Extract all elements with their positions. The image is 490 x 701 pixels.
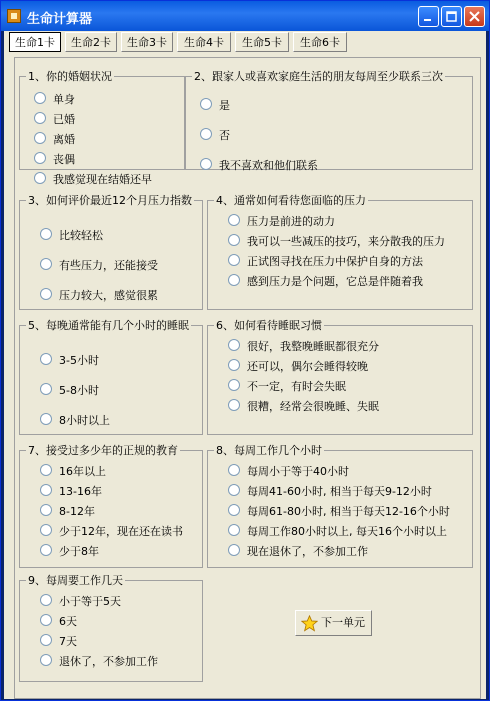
radio-icon <box>228 484 240 496</box>
tab-life-2[interactable]: 生命2卡 <box>65 32 117 52</box>
tab-life-3[interactable]: 生命3卡 <box>121 32 173 52</box>
group-legend: 3、如何评价最近12个月压力指数 <box>28 194 192 207</box>
star-icon <box>301 615 318 632</box>
group-legend: 1、你的婚姻状况 <box>28 70 112 83</box>
radio-option[interactable] <box>40 654 158 670</box>
radio-icon <box>40 464 52 476</box>
option-label: 不一定，有时会失眠 <box>247 380 346 393</box>
radio-option[interactable] <box>228 464 349 480</box>
option-label: 8-12年 <box>59 505 95 518</box>
radio-icon <box>40 524 52 536</box>
radio-option[interactable] <box>40 383 99 399</box>
radio-icon <box>40 504 52 516</box>
radio-icon <box>228 504 240 516</box>
option-label: 丧偶 <box>53 153 75 166</box>
radio-icon <box>40 228 52 240</box>
option-label: 很好，我整晚睡眠都很充分 <box>247 340 379 353</box>
radio-option[interactable] <box>34 92 75 108</box>
radio-option[interactable] <box>228 234 445 250</box>
next-unit-label: 下一单元 <box>321 616 365 629</box>
radio-option[interactable] <box>40 484 102 500</box>
radio-option[interactable] <box>34 112 75 128</box>
option-label: 感到压力是个问题，它总是伴随着我 <box>247 275 423 288</box>
option-label: 现在退休了，不参加工作 <box>247 545 368 558</box>
option-label: 6天 <box>59 615 77 628</box>
tab-life-5[interactable]: 生命5卡 <box>235 32 289 52</box>
radio-icon <box>40 654 52 666</box>
radio-icon <box>40 634 52 646</box>
radio-icon <box>228 339 240 351</box>
option-label: 压力较大，感觉很累 <box>59 289 158 302</box>
radio-icon <box>40 288 52 300</box>
radio-icon <box>228 464 240 476</box>
option-label: 正试图寻找在压力中保护自身的方法 <box>247 255 423 268</box>
option-label: 退休了，不参加工作 <box>59 655 158 668</box>
radio-option[interactable] <box>40 288 158 304</box>
radio-option[interactable] <box>228 504 450 520</box>
radio-option[interactable] <box>40 353 99 369</box>
option-label: 我可以一些减压的技巧，来分散我的压力 <box>247 235 445 248</box>
option-label: 否 <box>219 129 230 142</box>
option-label: 13-16年 <box>59 485 102 498</box>
radio-option[interactable] <box>228 544 368 560</box>
radio-icon <box>40 413 52 425</box>
radio-option[interactable] <box>40 413 110 429</box>
radio-icon <box>40 614 52 626</box>
group-education <box>19 442 203 568</box>
radio-icon <box>228 359 240 371</box>
radio-option[interactable] <box>40 614 77 630</box>
option-label: 7天 <box>59 635 77 648</box>
option-label: 少于12年，现在还在读书 <box>59 525 183 538</box>
radio-icon <box>40 258 52 270</box>
radio-icon <box>200 158 212 170</box>
group-stress-index <box>19 192 203 310</box>
radio-icon <box>228 524 240 536</box>
group-work-days <box>19 572 203 682</box>
option-label: 8小时以上 <box>59 414 110 427</box>
group-stress-view <box>207 192 473 310</box>
group-legend: 6、如何看待睡眠习惯 <box>216 319 322 332</box>
option-label: 离婚 <box>53 133 75 146</box>
option-label: 单身 <box>53 93 75 106</box>
radio-option[interactable] <box>200 158 318 174</box>
group-legend: 9、每周要工作几天 <box>28 574 123 587</box>
option-label: 3-5小时 <box>59 354 99 367</box>
radio-icon <box>228 234 240 246</box>
option-label: 有些压力，还能接受 <box>59 259 158 272</box>
radio-option[interactable] <box>40 544 99 560</box>
minimize-icon <box>422 10 435 23</box>
radio-icon <box>40 594 52 606</box>
radio-icon <box>34 152 46 164</box>
radio-icon <box>200 128 212 140</box>
radio-icon <box>40 484 52 496</box>
group-work-hours <box>207 442 473 568</box>
radio-option[interactable] <box>40 464 106 480</box>
app-icon <box>7 9 21 23</box>
group-sleep-hours <box>19 317 203 435</box>
option-label: 还可以，偶尔会睡得较晚 <box>247 360 368 373</box>
radio-option[interactable] <box>228 339 379 355</box>
group-legend: 4、通常如何看待您面临的压力 <box>216 194 366 207</box>
option-label: 每周61-80小时, 相当于每天12-16个小时 <box>247 505 450 518</box>
radio-option[interactable] <box>228 524 447 540</box>
radio-option[interactable] <box>34 152 75 168</box>
group-family-contact <box>185 68 473 170</box>
radio-icon <box>40 544 52 556</box>
radio-option[interactable] <box>40 594 121 610</box>
radio-option[interactable] <box>40 524 183 540</box>
radio-option[interactable] <box>34 132 75 148</box>
radio-icon <box>40 383 52 395</box>
close-button[interactable] <box>464 6 485 27</box>
group-legend: 5、每晚通常能有几个小时的睡眠 <box>28 319 189 332</box>
radio-icon <box>200 98 212 110</box>
radio-icon <box>228 214 240 226</box>
radio-icon <box>40 353 52 365</box>
tab-life-6[interactable]: 生命6卡 <box>293 32 347 52</box>
radio-option[interactable] <box>228 214 335 230</box>
tab-life-1[interactable]: 生命1卡 <box>9 32 61 52</box>
group-sleep-habit <box>207 317 473 435</box>
option-label: 每周41-60小时, 相当于每天9-12小时 <box>247 485 432 498</box>
window-title: 生命计算器 <box>27 12 93 27</box>
radio-icon <box>228 379 240 391</box>
group-legend: 7、接受过多少年的正规的教育 <box>28 444 178 457</box>
client-area <box>4 31 486 699</box>
option-label: 小于等于5天 <box>59 595 121 608</box>
radio-option[interactable] <box>40 634 77 650</box>
option-label: 比较轻松 <box>59 229 103 242</box>
option-label: 我感觉现在结婚还早 <box>53 173 152 186</box>
option-label: 很糟，经常会很晚睡、失眠 <box>247 400 379 413</box>
radio-icon <box>34 132 46 144</box>
tab-life-4[interactable]: 生命4卡 <box>177 32 231 52</box>
radio-icon <box>34 112 46 124</box>
radio-option[interactable] <box>228 254 423 270</box>
radio-option[interactable] <box>200 98 230 114</box>
radio-option[interactable] <box>40 504 95 520</box>
radio-option[interactable] <box>200 128 230 144</box>
option-label: 我不喜欢和他们联系 <box>219 159 318 172</box>
group-marital-status <box>19 68 185 186</box>
maximize-icon <box>445 10 458 23</box>
radio-option[interactable] <box>228 274 423 290</box>
radio-option[interactable] <box>40 228 103 244</box>
radio-option[interactable] <box>228 359 368 375</box>
group-legend: 8、每周工作几个小时 <box>216 444 322 457</box>
group-legend: 2、跟家人或喜欢家庭生活的朋友每周至少联系三次 <box>194 70 443 83</box>
radio-icon <box>34 172 46 184</box>
option-label: 5-8小时 <box>59 384 99 397</box>
option-label: 是 <box>219 99 230 112</box>
next-unit-button[interactable] <box>295 610 372 636</box>
option-label: 已婚 <box>53 113 75 126</box>
maximize-button[interactable] <box>441 6 462 27</box>
title-bar[interactable] <box>1 1 489 31</box>
close-icon <box>468 10 481 23</box>
radio-icon <box>228 399 240 411</box>
radio-option[interactable] <box>40 258 158 274</box>
radio-icon <box>228 254 240 266</box>
radio-option[interactable] <box>228 399 379 415</box>
tab-panel <box>14 57 481 699</box>
radio-icon <box>34 92 46 104</box>
radio-option[interactable] <box>228 379 346 395</box>
option-label: 每周工作80小时以上, 每天16个小时以上 <box>247 525 447 538</box>
radio-option[interactable] <box>228 484 432 500</box>
minimize-button[interactable] <box>418 6 439 27</box>
option-label: 少于8年 <box>59 545 99 558</box>
radio-icon <box>228 274 240 286</box>
option-label: 每周小于等于40小时 <box>247 465 349 478</box>
radio-option[interactable] <box>34 172 152 188</box>
radio-icon <box>228 544 240 556</box>
option-label: 压力是前进的动力 <box>247 215 335 228</box>
option-label: 16年以上 <box>59 465 106 478</box>
